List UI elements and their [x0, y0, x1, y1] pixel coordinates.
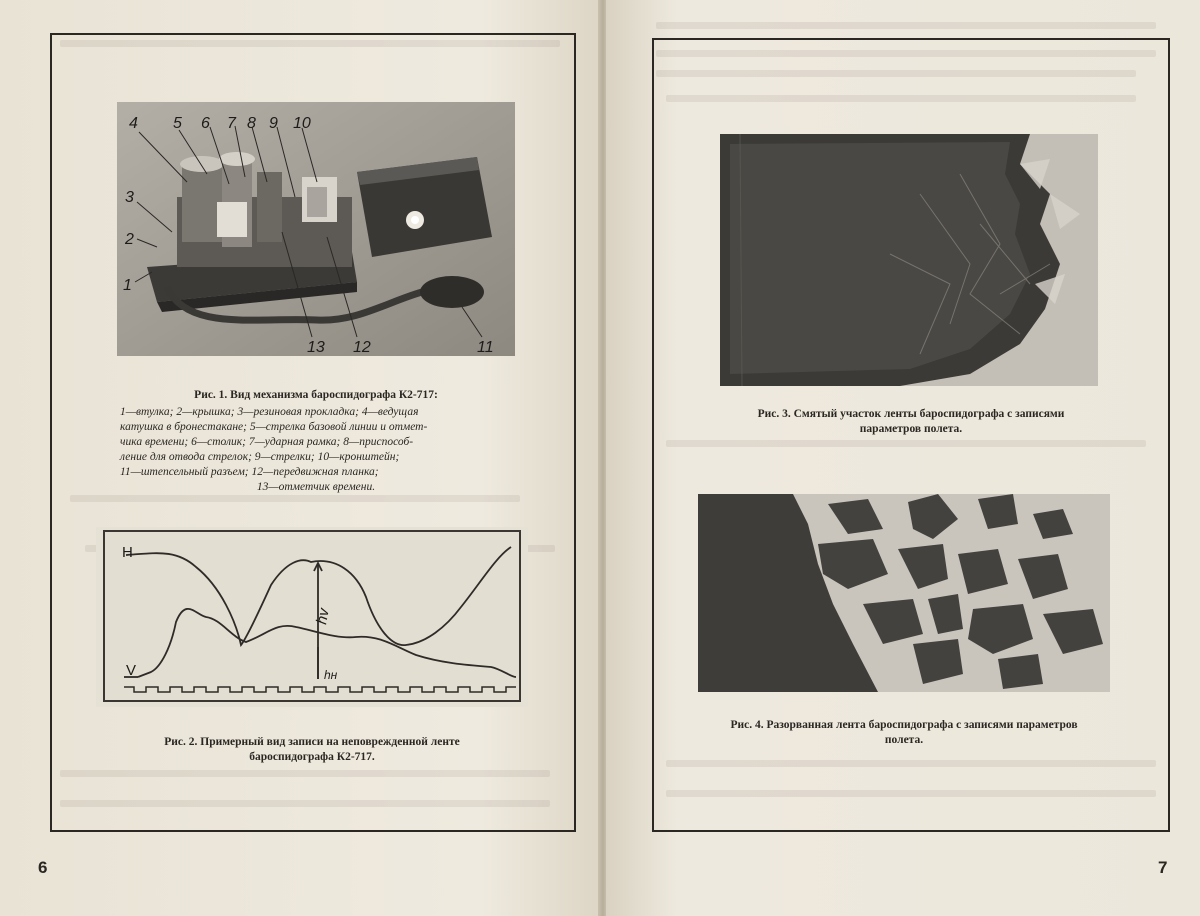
right-page [606, 0, 1200, 916]
mechanism-illustration [117, 102, 515, 356]
page-number-right: 7 [1158, 858, 1168, 877]
figure-4-caption [698, 718, 1110, 748]
callout-12: 12 [353, 339, 371, 356]
label-v: V [126, 662, 137, 679]
legend-line: 13—отметчик времени. [256, 481, 376, 493]
callout-7: 7 [227, 115, 236, 132]
crumpled-tape-image [720, 134, 1098, 386]
caption-line: Рис. 4. Разорванная лента бароспидографа с записями параметров [730, 719, 1078, 731]
torn-tape-image [698, 494, 1110, 692]
figure-1-legend [120, 405, 512, 495]
page-number-left: 6 [38, 858, 48, 877]
caption-line: полета. [884, 734, 924, 746]
callout-9: 9 [269, 115, 278, 132]
label-h: H [122, 544, 133, 561]
figure-2-caption [100, 735, 524, 765]
callout-4: 4 [129, 115, 138, 132]
caption-line: параметров полета. [859, 423, 963, 435]
legend-line: ление для отвода стрелок; 9—стрелки; 10—кронштейн; [120, 451, 400, 463]
callout-11: 11 [477, 339, 494, 356]
legend-line: 1—втулка; 2—крышка; 3—резиновая прокладка; 4—ведущая [120, 406, 419, 418]
figure-2-tape-record [96, 527, 528, 707]
figure-1-mechanism-photo [117, 102, 515, 356]
callout-10: 10 [293, 115, 311, 132]
label-hv: hv [313, 607, 333, 626]
callout-13: 13 [307, 339, 325, 356]
figure-3-caption [718, 407, 1104, 437]
figure-4-torn-tape-photo [698, 494, 1110, 692]
tape-record-drawing [96, 527, 528, 707]
callout-5: 5 [173, 115, 182, 132]
legend-line: 11—штепсельный разъем; 12—передвижная планка; [120, 466, 379, 478]
callout-6: 6 [201, 115, 210, 132]
figure-3-crumpled-tape-photo [720, 134, 1098, 386]
caption-line: Рис. 2. Примерный вид записи на неповрежденной ленте [164, 736, 460, 748]
callout-3: 3 [125, 189, 134, 206]
label-hn: hн [324, 668, 338, 682]
callout-2: 2 [125, 231, 134, 248]
legend-line: катушка в бронестакане; 5—стрелка базовой линии и отмет- [120, 421, 428, 433]
callout-8: 8 [247, 115, 256, 132]
caption-line: Рис. 3. Смятый участок ленты бароспидографа с записями [757, 408, 1065, 420]
legend-line: чика времени; 6—столик; 7—ударная рамка; 8—приспособ- [120, 436, 414, 448]
figure-1-caption: Рис. 1. Вид механизма бароспидографа К2-717: [194, 389, 438, 401]
callout-1: 1 [123, 277, 132, 294]
caption-line: бароспидографа К2-717. [249, 751, 375, 763]
